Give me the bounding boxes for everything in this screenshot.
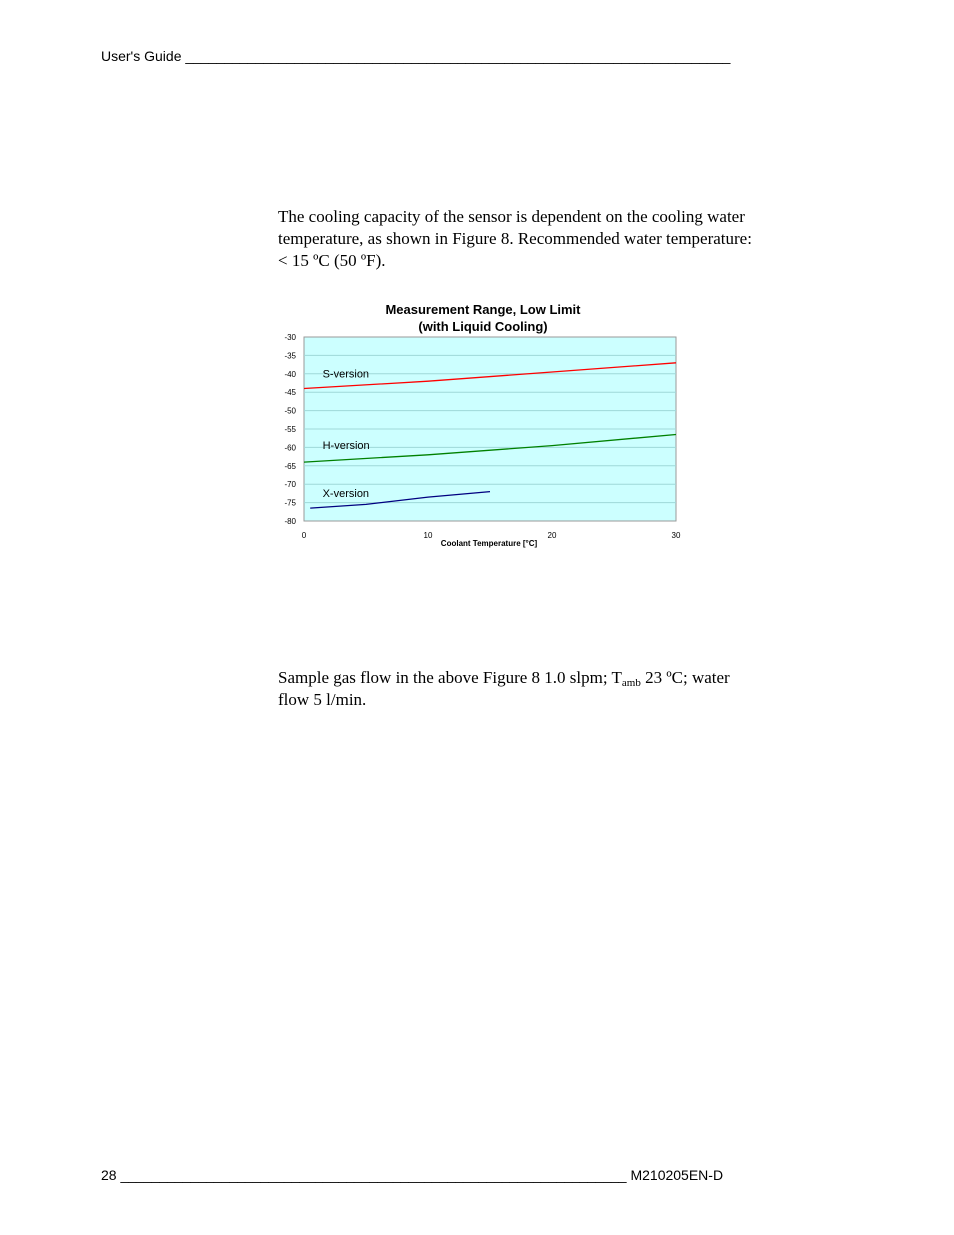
y-tick-label: -70 xyxy=(284,480,296,490)
series-label-3: X-version xyxy=(322,488,370,501)
x-tick-label: 30 xyxy=(671,531,681,540)
y-tick-label: -80 xyxy=(284,517,296,526)
intro-line-1: The cooling capacity of the sensor is dependent on the cooling water xyxy=(278,207,745,226)
series-label-2: H-version xyxy=(322,440,370,453)
y-tick-label: -35 xyxy=(284,351,296,361)
chart-subtitle: (with Liquid Cooling) xyxy=(418,319,548,334)
header-rule: ______________________________________________________________________ xyxy=(185,48,731,64)
y-tick-label: -45 xyxy=(284,388,296,398)
note-paragraph xyxy=(278,667,818,711)
note-line-2: flow 5 l/min. xyxy=(278,690,367,709)
intro-paragraph xyxy=(278,206,818,272)
note-subscript: amb xyxy=(621,677,641,689)
note-text-after: 23 ºC; water xyxy=(640,668,730,687)
x-tick-label: 10 xyxy=(423,531,433,540)
intro-line-3: < 15 ºC (50 ºF). xyxy=(278,251,386,270)
series-label-1: S-version xyxy=(322,368,370,381)
y-tick-label: -55 xyxy=(284,425,296,434)
y-tick-label: -65 xyxy=(284,461,296,471)
y-tick-label: -60 xyxy=(284,443,296,453)
intro-line-2: temperature, as shown in Figure 8. Recommended water temperature: xyxy=(278,229,752,248)
footer-rule: _________________________________________________________________ xyxy=(120,1167,627,1183)
chart-title: Measurement Range, Low Limit xyxy=(385,302,581,317)
y-tick-label: -75 xyxy=(284,498,296,508)
coolant-temperature-chart xyxy=(270,297,690,557)
x-tick-label: 20 xyxy=(547,531,557,540)
doc-code: M210205EN-D xyxy=(630,1167,724,1183)
page-number: 28 xyxy=(101,1167,117,1183)
x-axis-label: Coolant Temperature [°C] xyxy=(440,539,538,548)
page-header xyxy=(101,48,730,64)
y-tick-label: -30 xyxy=(284,333,296,342)
note-line-1 xyxy=(278,667,818,689)
page-footer xyxy=(101,1167,723,1183)
y-tick-label: -40 xyxy=(284,369,296,379)
header-title: User's Guide xyxy=(101,48,182,64)
x-tick-label: 0 xyxy=(301,531,307,540)
note-text-before: Sample gas flow in the above Figure 8 1.0 slpm; T xyxy=(278,668,622,687)
y-tick-label: -50 xyxy=(284,406,296,416)
